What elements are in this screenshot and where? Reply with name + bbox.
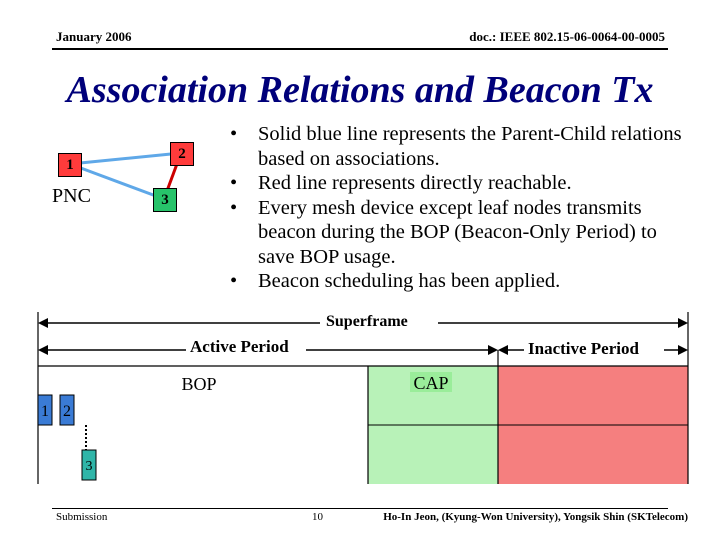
svg-text:2: 2 <box>63 403 71 420</box>
bullet-list <box>226 122 696 294</box>
footer-authors: Ho-In Jeon, (Kyung-Won University), Yongsik Shin (SKTelecom) <box>383 511 688 523</box>
parent-link-1-2 <box>70 153 181 164</box>
bullet-item: • Beacon scheduling has been applied. <box>226 269 696 294</box>
node-1-label: 1 <box>66 157 74 173</box>
superframe-label: Superframe <box>326 313 408 330</box>
footer-page-number: 10 <box>312 511 323 523</box>
node-3 <box>153 188 177 212</box>
node-1 <box>58 153 82 177</box>
cap-label: CAP <box>413 373 449 393</box>
node-2-label: 2 <box>178 146 186 162</box>
svg-text:3: 3 <box>85 459 93 474</box>
bop-label: BOP <box>181 374 217 394</box>
active-period-label: Active Period <box>190 337 289 356</box>
header-date: January 2006 <box>56 29 132 44</box>
bullet-item: • Solid blue line represents the Parent-Child relations based on associations. <box>226 122 696 171</box>
footer-rule <box>52 508 668 509</box>
bullet-item: • Red line represents directly reachable. <box>226 171 696 196</box>
pnc-label: PNC <box>52 185 91 207</box>
node-2 <box>170 142 194 166</box>
slide-title: Association Relations and Beacon Tx <box>66 69 654 111</box>
bullet-item: • Every mesh device except leaf nodes transmits beacon during the BOP (Beacon-Only Period) to save BOP usage. <box>226 196 696 270</box>
footer-submission: Submission <box>56 511 108 523</box>
node-3-label: 3 <box>161 192 169 208</box>
inactive-period-label: Inactive Period <box>528 339 639 358</box>
header-doc-id: doc.: IEEE 802.15-06-0064-00-0005 <box>469 29 665 44</box>
svg-text:1: 1 <box>41 403 49 420</box>
